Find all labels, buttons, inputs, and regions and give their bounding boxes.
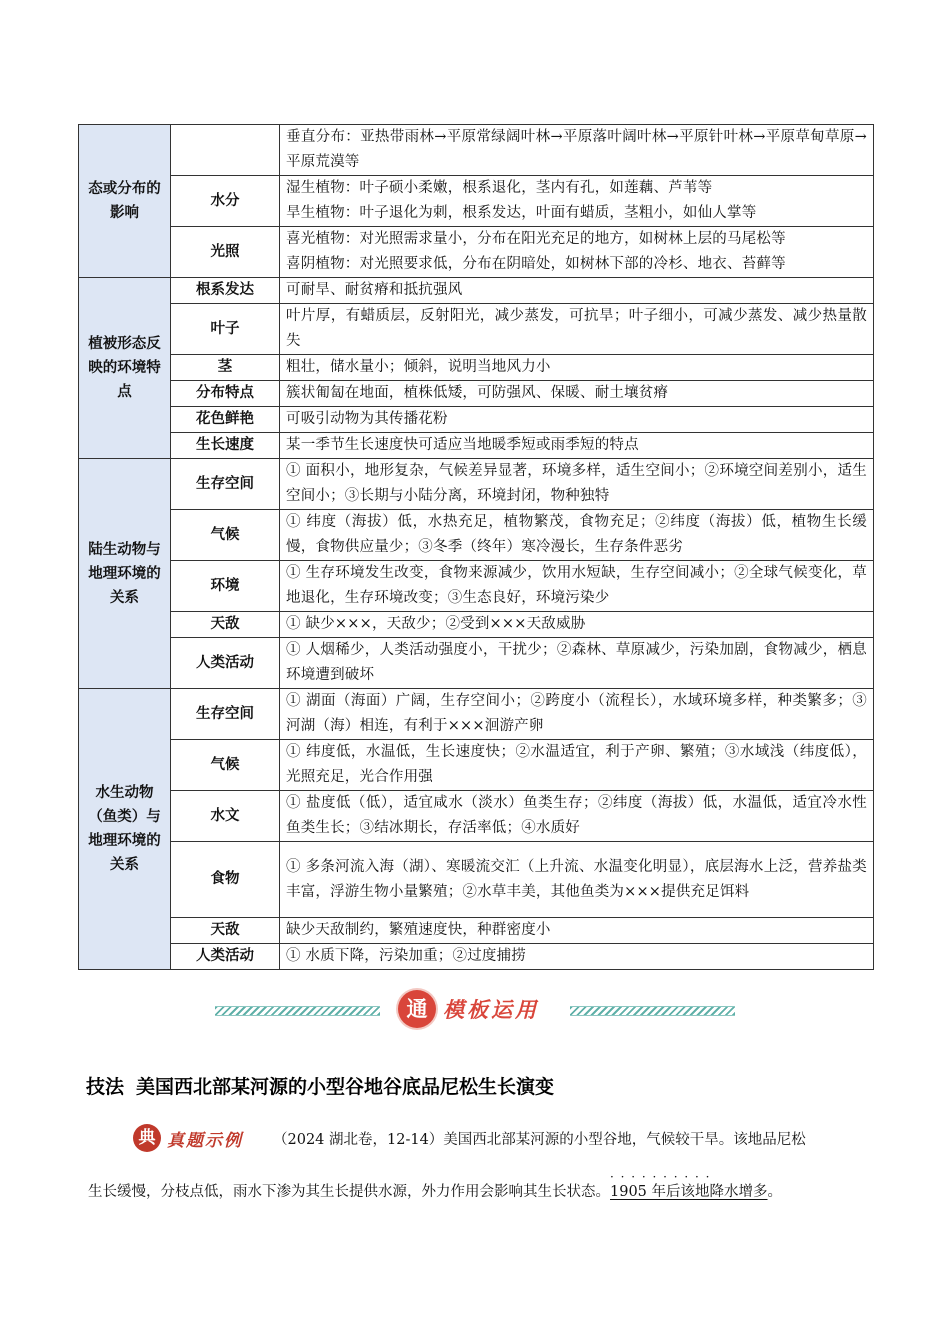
subcategory-cell xyxy=(171,125,280,176)
content-cell: ① 人烟稀少，人类活动强度小，干扰少；②森林、草原减少，污染加剧，食物减少，栖息环境遭到破坏 xyxy=(280,638,874,689)
table-row xyxy=(79,227,874,278)
table-row xyxy=(79,689,874,740)
question-text-line-2 xyxy=(88,1180,782,1201)
decorative-stripes-left xyxy=(215,1006,380,1016)
table-row xyxy=(79,278,874,304)
template-usage-banner xyxy=(215,984,735,1034)
subcategory-cell: 根系发达 xyxy=(171,278,280,304)
content-cell xyxy=(280,176,874,227)
subcategory-cell: 水分 xyxy=(171,176,280,227)
content-cell: ① 湖面（海面）广阔，生存空间小；②跨度小（流程长），水域环境多样，种类繁多；③河湖（海）相连，有利于×××洄游产卵 xyxy=(280,689,874,740)
subcategory-cell: 水文 xyxy=(171,791,280,842)
subcategory-cell: 天敌 xyxy=(171,918,280,944)
table-row xyxy=(79,304,874,355)
subcategory-cell: 分布特点 xyxy=(171,381,280,407)
content-cell: 某一季节生长速度快可适应当地暖季短或雨季短的特点 xyxy=(280,433,874,459)
subcategory-cell: 生存空间 xyxy=(171,689,280,740)
content-cell: 垂直分布：亚热带雨林→平原常绿阔叶林→平原落叶阔叶林→平原针叶林→平原草甸草原→平原荒漠等 xyxy=(280,125,874,176)
table-row xyxy=(79,510,874,561)
banner-title: 模板运用 xyxy=(443,998,539,1022)
subcategory-cell: 气候 xyxy=(171,740,280,791)
content-cell: 可耐旱、耐贫瘠和抵抗强风 xyxy=(280,278,874,304)
content-line: 旱生植物：叶子退化为刺，根系发达，叶面有蜡质，茎粗小，如仙人掌等 xyxy=(286,205,757,221)
content-cell: ① 面积小，地形复杂，气候差异显著，环境多样，适生空间小；②环境空间差别小，适生空间小；③长期与小陆分离，环境封闭，物种独特 xyxy=(280,459,874,510)
table-row xyxy=(79,433,874,459)
question-text-line-1: （2024 湖北卷，12-14）美国西北部某河源的小型谷地，气候较干旱。该地品尼松 xyxy=(273,1132,806,1148)
subcategory-cell: 叶子 xyxy=(171,304,280,355)
subcategory-cell: 人类活动 xyxy=(171,638,280,689)
table-row xyxy=(79,918,874,944)
content-cell: ① 缺少×××，天敌少；②受到×××天敌威胁 xyxy=(280,612,874,638)
content-line: 喜阴植物：对光照要求低，分布在阴暗处，如树林下部的冷杉、地衣、苔藓等 xyxy=(286,256,786,272)
content-line: 湿生植物：叶子硕小柔嫩，根系退化，茎内有孔，如莲藕、芦苇等 xyxy=(286,180,713,196)
content-cell: 簇状匍匐在地面，植株低矮，可防强风、保暖、耐土壤贫瘠 xyxy=(280,381,874,407)
content-cell: ① 盐度低（低），适宜咸水（淡水）鱼类生存；②纬度（海拔）低，水温低，适宜冷水性鱼类生长；③结冰期长，存活率低；④水质好 xyxy=(280,791,874,842)
table-row xyxy=(79,612,874,638)
subcategory-cell: 光照 xyxy=(171,227,280,278)
emphasized-text: · · · 1905 年后该地降水增多 xyxy=(610,1184,768,1200)
geography-template-table xyxy=(78,124,874,970)
content-cell: 叶片厚，有蜡质层，反射阳光，减少蒸发，可抗旱；叶子细小，可减少蒸发、减少热量散失 xyxy=(280,304,874,355)
content-cell: ① 水质下降，污染加重；②过度捕捞 xyxy=(280,944,874,970)
content-cell: ① 生存环境发生改变，食物来源减少，饮用水短缺，生存空间减小；②全球气候变化，草地退化，生存环境改变；③生态良好，环境污染少 xyxy=(280,561,874,612)
section-title: 美国西北部某河源的小型谷地谷底品尼松生长演变 xyxy=(136,1076,555,1098)
tong-badge-icon: 通 xyxy=(398,990,436,1028)
table-row xyxy=(79,944,874,970)
subcategory-cell: 环境 xyxy=(171,561,280,612)
question-text: 生长缓慢，分枝点低，雨水下渗为其生长提供水源，外力作用会影响其生长状态。 xyxy=(88,1184,610,1200)
content-cell: 粗壮，储水量小；倾斜，说明当地风力小 xyxy=(280,355,874,381)
table-row xyxy=(79,381,874,407)
category-cell: 水生动物（鱼类）与地理环境的关系 xyxy=(79,689,171,970)
category-cell: 陆生动物与地理环境的关系 xyxy=(79,459,171,689)
table-row xyxy=(79,561,874,612)
subcategory-cell: 气候 xyxy=(171,510,280,561)
dian-seal-icon: 典 xyxy=(133,1124,161,1152)
content-cell: 可吸引动物为其传播花粉 xyxy=(280,407,874,433)
content-cell: 缺少天敌制约，繁殖速度快，种群密度小 xyxy=(280,918,874,944)
table-row xyxy=(79,740,874,791)
subcategory-cell: 生长速度 xyxy=(171,433,280,459)
content-cell: ① 纬度（海拔）低，水热充足，植物繁茂，食物充足；②纬度（海拔）低，植物生长缓慢，食物供应量少；③冬季（终年）寒冷漫长，生存条件恶劣 xyxy=(280,510,874,561)
table-row xyxy=(79,176,874,227)
decorative-stripes-right xyxy=(570,1006,735,1016)
table-row xyxy=(79,407,874,433)
table-row xyxy=(79,125,874,176)
subcategory-cell: 人类活动 xyxy=(171,944,280,970)
table-row xyxy=(79,842,874,918)
content-line: 喜光植物：对光照需求量小，分布在阳光充足的地方，如树林上层的马尾松等 xyxy=(286,231,786,247)
subcategory-cell: 食物 xyxy=(171,842,280,918)
table-row xyxy=(79,638,874,689)
table-row xyxy=(79,355,874,381)
table-row xyxy=(79,791,874,842)
category-cell: 植被形态反映的环境特点 xyxy=(79,278,171,459)
section-label: 技法 xyxy=(86,1076,125,1098)
category-cell: 态或分布的影响 xyxy=(79,125,171,278)
sentence-end: 。 xyxy=(767,1184,783,1200)
subcategory-cell: 花色鲜艳 xyxy=(171,407,280,433)
subcategory-cell: 茎 xyxy=(171,355,280,381)
exam-example-label: 真题示例 xyxy=(167,1131,243,1151)
content-cell xyxy=(280,227,874,278)
section-heading xyxy=(86,1072,554,1099)
table-row xyxy=(79,459,874,510)
content-cell: ① 纬度低，水温低，生长速度快；②水温适宜，利于产卵、繁殖；③水域浅（纬度低），光照充足，光合作用强 xyxy=(280,740,874,791)
subcategory-cell: 生存空间 xyxy=(171,459,280,510)
subcategory-cell: 天敌 xyxy=(171,612,280,638)
content-cell: ① 多条河流入海（湖）、寒暖流交汇（上升流、水温变化明显），底层海水上泛，营养盐类丰富，浮游生物小量繁殖；②水草丰美，其他鱼类为×××提供充足饵料 xyxy=(280,842,874,918)
